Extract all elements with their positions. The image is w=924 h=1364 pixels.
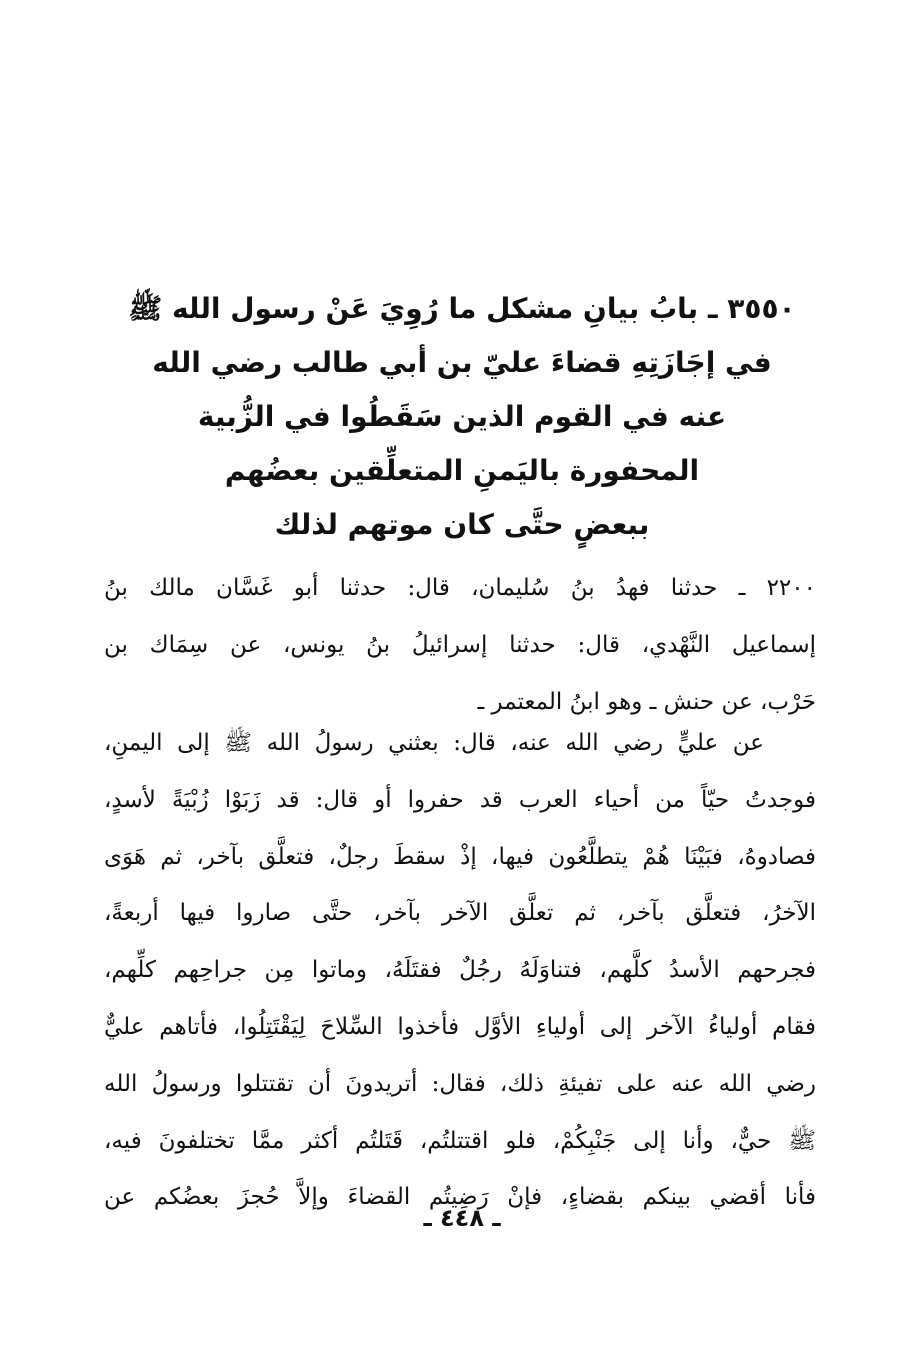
hadith-text-line: فأنا أقضي بينكم بقضاءٍ، فإنْ رَضِيتُم القضاءَ وإلاَّ حُجزَ بعضُكم عن	[104, 1184, 816, 1211]
isnad-line: حَرْب، عن حنش ـ وهو ابنُ المعتمر ـ	[477, 689, 816, 715]
hadith-text	[104, 715, 816, 1226]
hadith-isnad	[104, 560, 816, 731]
chapter-heading-line: المحفورة باليَمنِ المتعلِّقين بعضُهم	[224, 454, 700, 487]
page-number: ـ ٤٤٨ ـ	[423, 1204, 501, 1232]
chapter-heading-line: ببعضٍ حتَّى كان موتهم لذلك	[274, 508, 650, 541]
chapter-heading-line: عنه في القوم الذين سَقَطُوا في الزُّبية	[197, 400, 727, 433]
isnad-line: إسماعيل النَّهْدي، قال: حدثنا إسرائيلُ بنُ يونس، عن سِمَاك بن	[104, 632, 816, 658]
hadith-text-line: فجرحهم الأسدُ كلَّهم، فتناوَلَهُ رجُلٌ فقتَلَهُ، وماتوا مِن جراحِهم كلِّهم،	[104, 957, 816, 984]
hadith-text-line: عن عليٍّ رضي الله عنه، قال: بعثني رسولُ الله ﷺ إلى اليمنِ،	[104, 730, 764, 756]
isnad-line: ٢٢٠٠ ـ حدثنا فهدُ بنُ سُليمان، قال: حدثنا أبو غَسَّان مالك بنُ	[104, 575, 816, 601]
hadith-text-line: الآخرُ، فتعلَّق بآخر، ثم تعلَّق الآخر بآخر، حتَّى صاروا فيها أربعةً،	[104, 900, 816, 927]
chapter-heading-line: ٣٥٥٠ ـ بابُ بيانِ مشكل ما رُوِيَ عَنْ رسول الله ﷺ	[128, 292, 796, 325]
hadith-text-line: رضي الله عنه على تفيئةِ ذلك، فقال: أتريدونَ أن تقتتلوا ورسولُ الله	[104, 1070, 816, 1097]
chapter-heading-line: في إجَازَتِهِ قضاءَ عليّ بن أبي طالب رضي الله	[152, 346, 772, 379]
hadith-text-line: فصادوهُ، فبَيْنَا هُمْ يتطلَّعُون فيها، إذْ سقطَ رجلٌ، فتعلَّق بآخر، ثم هَوَى	[104, 843, 816, 870]
hadith-text-line: فقام أولياءُ الآخر إلى أولياءِ الأوَّل فأخذوا السِّلاحَ لِيَقْتَتِلُوا، فأتاهم عليٌّ	[104, 1013, 816, 1040]
hadith-text-line: فوجدتُ حيّاً من أحياء العرب قد حفروا أو قال: قد زَبَوْا زُبْيَةً لأسدٍ،	[104, 786, 816, 813]
hadith-text-line: ﷺ حيٌّ، وأنا إلى جَنْبِكُمْ، فلو اقتتلتُم، قَتَلتُم أكثر ممَّا تختلفونَ فيه،	[104, 1127, 816, 1154]
chapter-heading	[120, 282, 804, 552]
